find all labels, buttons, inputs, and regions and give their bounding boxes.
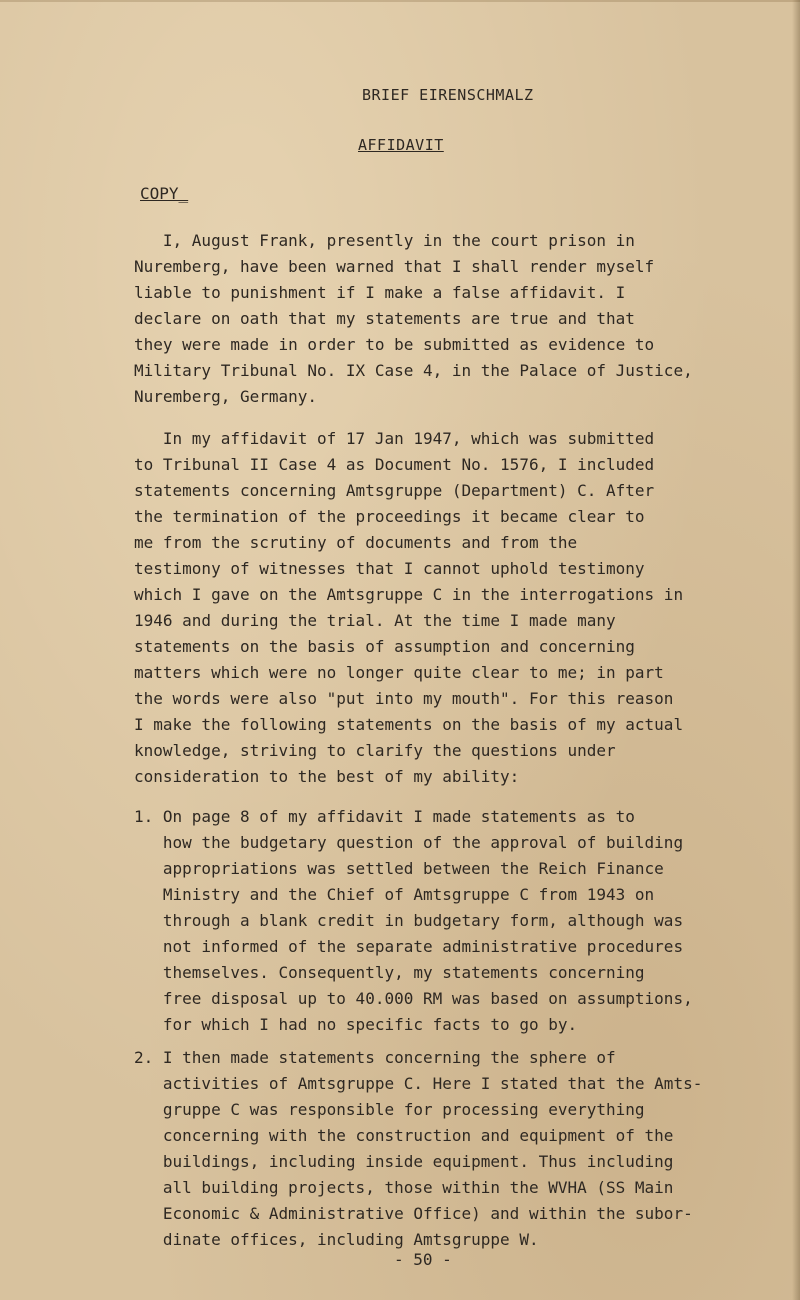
text-line: to Tribunal II Case 4 as Document No. 1576, I included [134,455,655,474]
text-line: 2. I then made statements concerning the sphere of [134,1048,616,1067]
text-line: knowledge, striving to clarify the questions under [134,741,616,760]
text-line: In my affidavit of 17 Jan 1947, which was submitted [134,429,655,448]
text-line: statements on the basis of assumption and concerning [134,637,635,656]
text-line: Nuremberg, have been warned that I shall render myself [134,257,655,276]
text-line: testimony of witnesses that I cannot uphold testimony [134,559,645,578]
text-line: the termination of the proceedings it became clear to [134,507,645,526]
text-line: me from the scrutiny of documents and from the [134,533,578,552]
text-line: I make the following statements on the basis of my actual [134,715,684,734]
paper-edge [0,0,800,2]
paragraph-prior-affidavit [134,426,754,790]
text-line: I, August Frank, presently in the court prison in [134,231,635,250]
text-line: Nuremberg, Germany. [134,387,318,406]
page-number: - 50 - [394,1250,452,1269]
text-line: through a blank credit in budgetary form, although was [134,911,684,930]
text-line: which I gave on the Amtsgruppe C in the interrogations in [134,585,684,604]
document-title: AFFIDAVIT [358,136,444,154]
text-line: 1946 and during the trial. At the time I made many [134,611,616,630]
document-header: BRIEF EIRENSCHMALZ [362,86,534,104]
text-line: they were made in order to be submitted as evidence to [134,335,655,354]
text-line: 1. On page 8 of my affidavit I made statements as to [134,807,635,826]
paragraph-point-1 [134,804,754,1038]
text-line: for which I had no specific facts to go by. [134,1015,578,1034]
text-line: Military Tribunal No. IX Case 4, in the Palace of Justice, [134,361,693,380]
text-line: themselves. Consequently, my statements concerning [134,963,645,982]
text-line: Economic & Administrative Office) and within the subor- [134,1204,693,1223]
text-line: declare on oath that my statements are true and that [134,309,635,328]
text-line: how the budgetary question of the approval of building [134,833,684,852]
paragraph-point-2 [134,1045,754,1253]
text-line: matters which were no longer quite clear to me; in part [134,663,664,682]
copy-label: COPY_ [140,184,189,203]
text-line: the words were also "put into my mouth". For this reason [134,689,674,708]
text-line: consideration to the best of my ability: [134,767,520,786]
text-line: liable to punishment if I make a false affidavit. I [134,283,626,302]
text-line: all building projects, those within the WVHA (SS Main [134,1178,674,1197]
text-line: dinate offices, including Amtsgruppe W. [134,1230,539,1249]
text-line: concerning with the construction and equipment of the [134,1126,674,1145]
text-line: appropriations was settled between the Reich Finance [134,859,664,878]
text-line: gruppe C was responsible for processing everything [134,1100,645,1119]
text-line: Ministry and the Chief of Amtsgruppe C from 1943 on [134,885,655,904]
paper-shadow [792,0,800,1300]
text-line: not informed of the separate administrative procedures [134,937,684,956]
text-line: statements concerning Amtsgruppe (Department) C. After [134,481,655,500]
text-line: free disposal up to 40.000 RM was based on assumptions, [134,989,693,1008]
paragraph-oath [134,228,754,410]
text-line: activities of Amtsgruppe C. Here I stated that the Amts- [134,1074,703,1093]
text-line: buildings, including inside equipment. Thus including [134,1152,674,1171]
